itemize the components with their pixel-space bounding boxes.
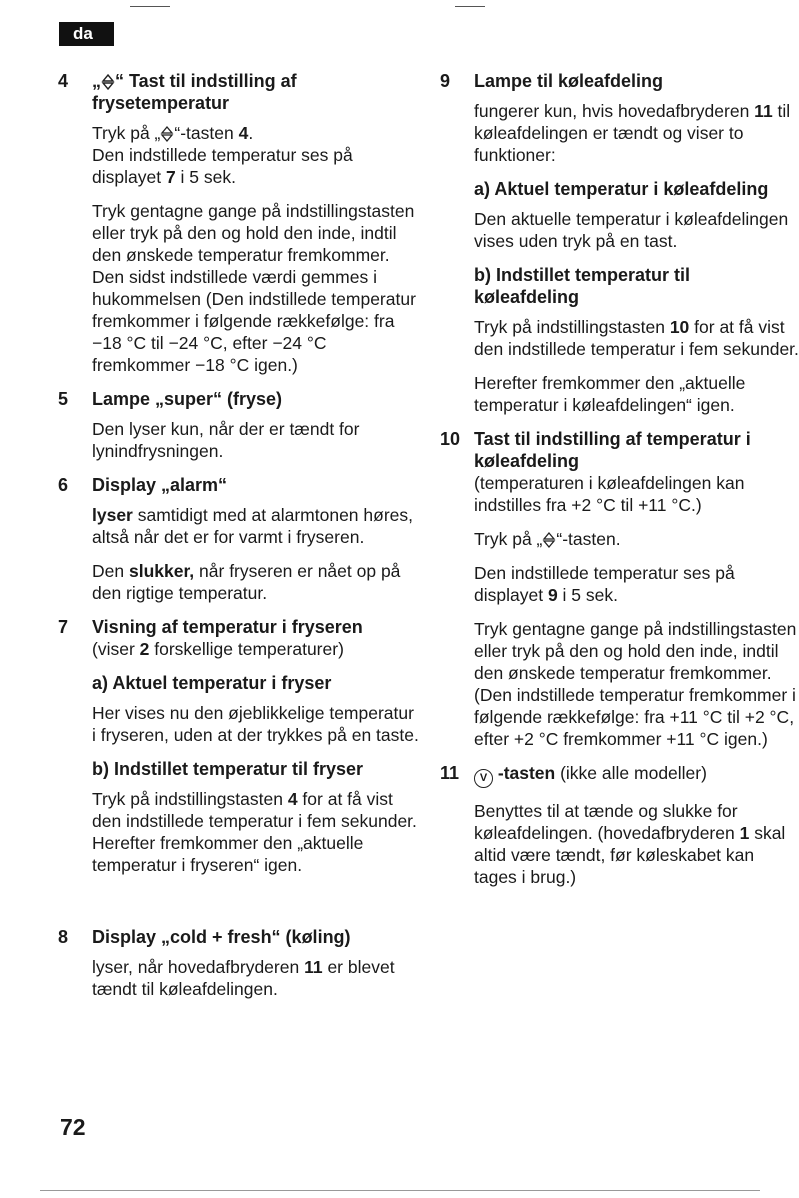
subsection-title: a) Aktuel temperatur i køleafdeling [474,179,769,199]
subsection-title: a) Aktuel temperatur i fryser [92,673,332,693]
paragraph: Den lyser kun, når der er tændt for lynindfrysningen. [92,419,360,461]
language-tag: da [59,22,114,46]
section-number: 6 [58,475,69,495]
section-9 [436,70,799,416]
section-number: 8 [58,927,69,947]
paragraph: Tryk gentagne gange på indstillingstasten eller tryk på den og hold den inde, indtil den ønskede temperatur fremkommer. Den sidst indstillede værdi gemmes i hukommelsen (Den indstillede temperatur fremkommer i følgende rækkefølge: fra −18 °C til −24 °C, efter −24 °C fremkommer −18 °C igen.) [92,201,416,375]
bottom-rule [40,1190,760,1191]
section-number: 11 [440,763,460,783]
section-8 [0,926,430,1000]
section-number: 4 [58,71,69,91]
section-title: Lampe til køleafdeling [474,71,664,91]
paragraph: Her vises nu den øjeblikkelige temperatur i fryseren, uden at der trykkes på en taste. [92,703,419,745]
section-6 [0,474,430,604]
section-title: „ “ Tast til indstilling af frysetemperatur [92,71,297,113]
up-down-arrow-icon [101,74,115,90]
section-title: V -tasten (ikke alle modeller) [474,762,799,788]
section-7 [0,616,430,876]
section-number: 9 [440,71,451,91]
up-down-arrow-icon [542,532,556,548]
section-note: (temperaturen i køleafdelingen kan indstilles fra +2 °C til +11 °C.) [474,473,745,515]
left-column [0,70,430,1000]
section-5 [0,388,430,462]
section-title: Display „alarm“ [92,475,228,495]
section-10 [436,428,799,750]
section-number: 5 [58,389,69,409]
paragraph: Den slukker, når fryseren er nået op på den rigtige temperatur. [92,561,401,603]
paragraph: Tryk på indstillingstasten 4 for at få vist den indstillede temperatur i fem sekunder. Herefter fremkommer den „aktuelle temperatur i fryseren“ igen. [92,789,417,875]
cooling-button-icon: V [474,769,493,788]
paragraph: Tryk gentagne gange på indstillingstasten eller tryk på den og hold den inde, indtil den ønskede temperatur fremkommer. [474,619,797,683]
paragraph: Den aktuelle temperatur i køleafdelingen vises uden tryk på en tast. [474,209,789,251]
section-subtitle: (viser 2 forskellige temperaturer) [92,639,344,659]
paragraph: Herefter fremkommer den „aktuelle temperatur i køleafdelingen“ igen. [474,373,746,415]
subsection-title: b) Indstillet temperatur til fryser [92,759,364,779]
top-rule-left [130,6,170,7]
paragraph: Tryk på „ “-tasten 4. Den indstillede temperatur ses på displayet 7 i 5 sek. [92,123,353,187]
paragraph: Tryk på indstillingstasten 10 for at få vist den indstillede temperatur i fem sekunder. [474,317,799,359]
paragraph: lyser samtidigt med at alarmtonen høres, altså når det er for varmt i fryseren. [92,505,413,547]
section-title: Tast til indstilling af temperatur i køleafdeling [474,429,751,471]
paragraph: Tryk på „ “-tasten. [474,529,621,549]
section-title: Visning af temperatur i fryseren [92,617,363,637]
section-title: Lampe „super“ (fryse) [92,389,283,409]
section-11 [436,762,799,888]
top-rule-right [455,6,485,7]
section-number: 7 [58,617,69,637]
paragraph: fungerer kun, hvis hovedafbryderen 11 til køleafdelingen er tændt og viser to funktioner: [474,101,791,165]
up-down-arrow-icon [160,126,174,142]
section-number: 10 [440,429,461,449]
section-title: Display „cold + fresh“ (køling) [92,927,351,947]
paragraph: Benyttes til at tænde og slukke for køleafdelingen. (hovedafbryderen 1 skal altid være tændt, før køleskabet kan tages i brug.) [474,801,786,887]
paragraph: Den indstillede temperatur ses på displayet 9 i 5 sek. [474,563,735,605]
page-number: 72 [60,1114,86,1140]
right-column [436,70,799,888]
paragraph: lyser, når hovedafbryderen 11 er blevet tændt til køleafdelingen. [92,957,395,999]
paragraph: (Den indstillede temperatur fremkommer i følgende rækkefølge: fra +11 °C til +2 °C, efter +2 °C fremkommer +11 °C igen.) [474,685,796,749]
section-4 [0,70,430,376]
subsection-title: b) Indstillet temperatur til køleafdeling [474,265,691,307]
